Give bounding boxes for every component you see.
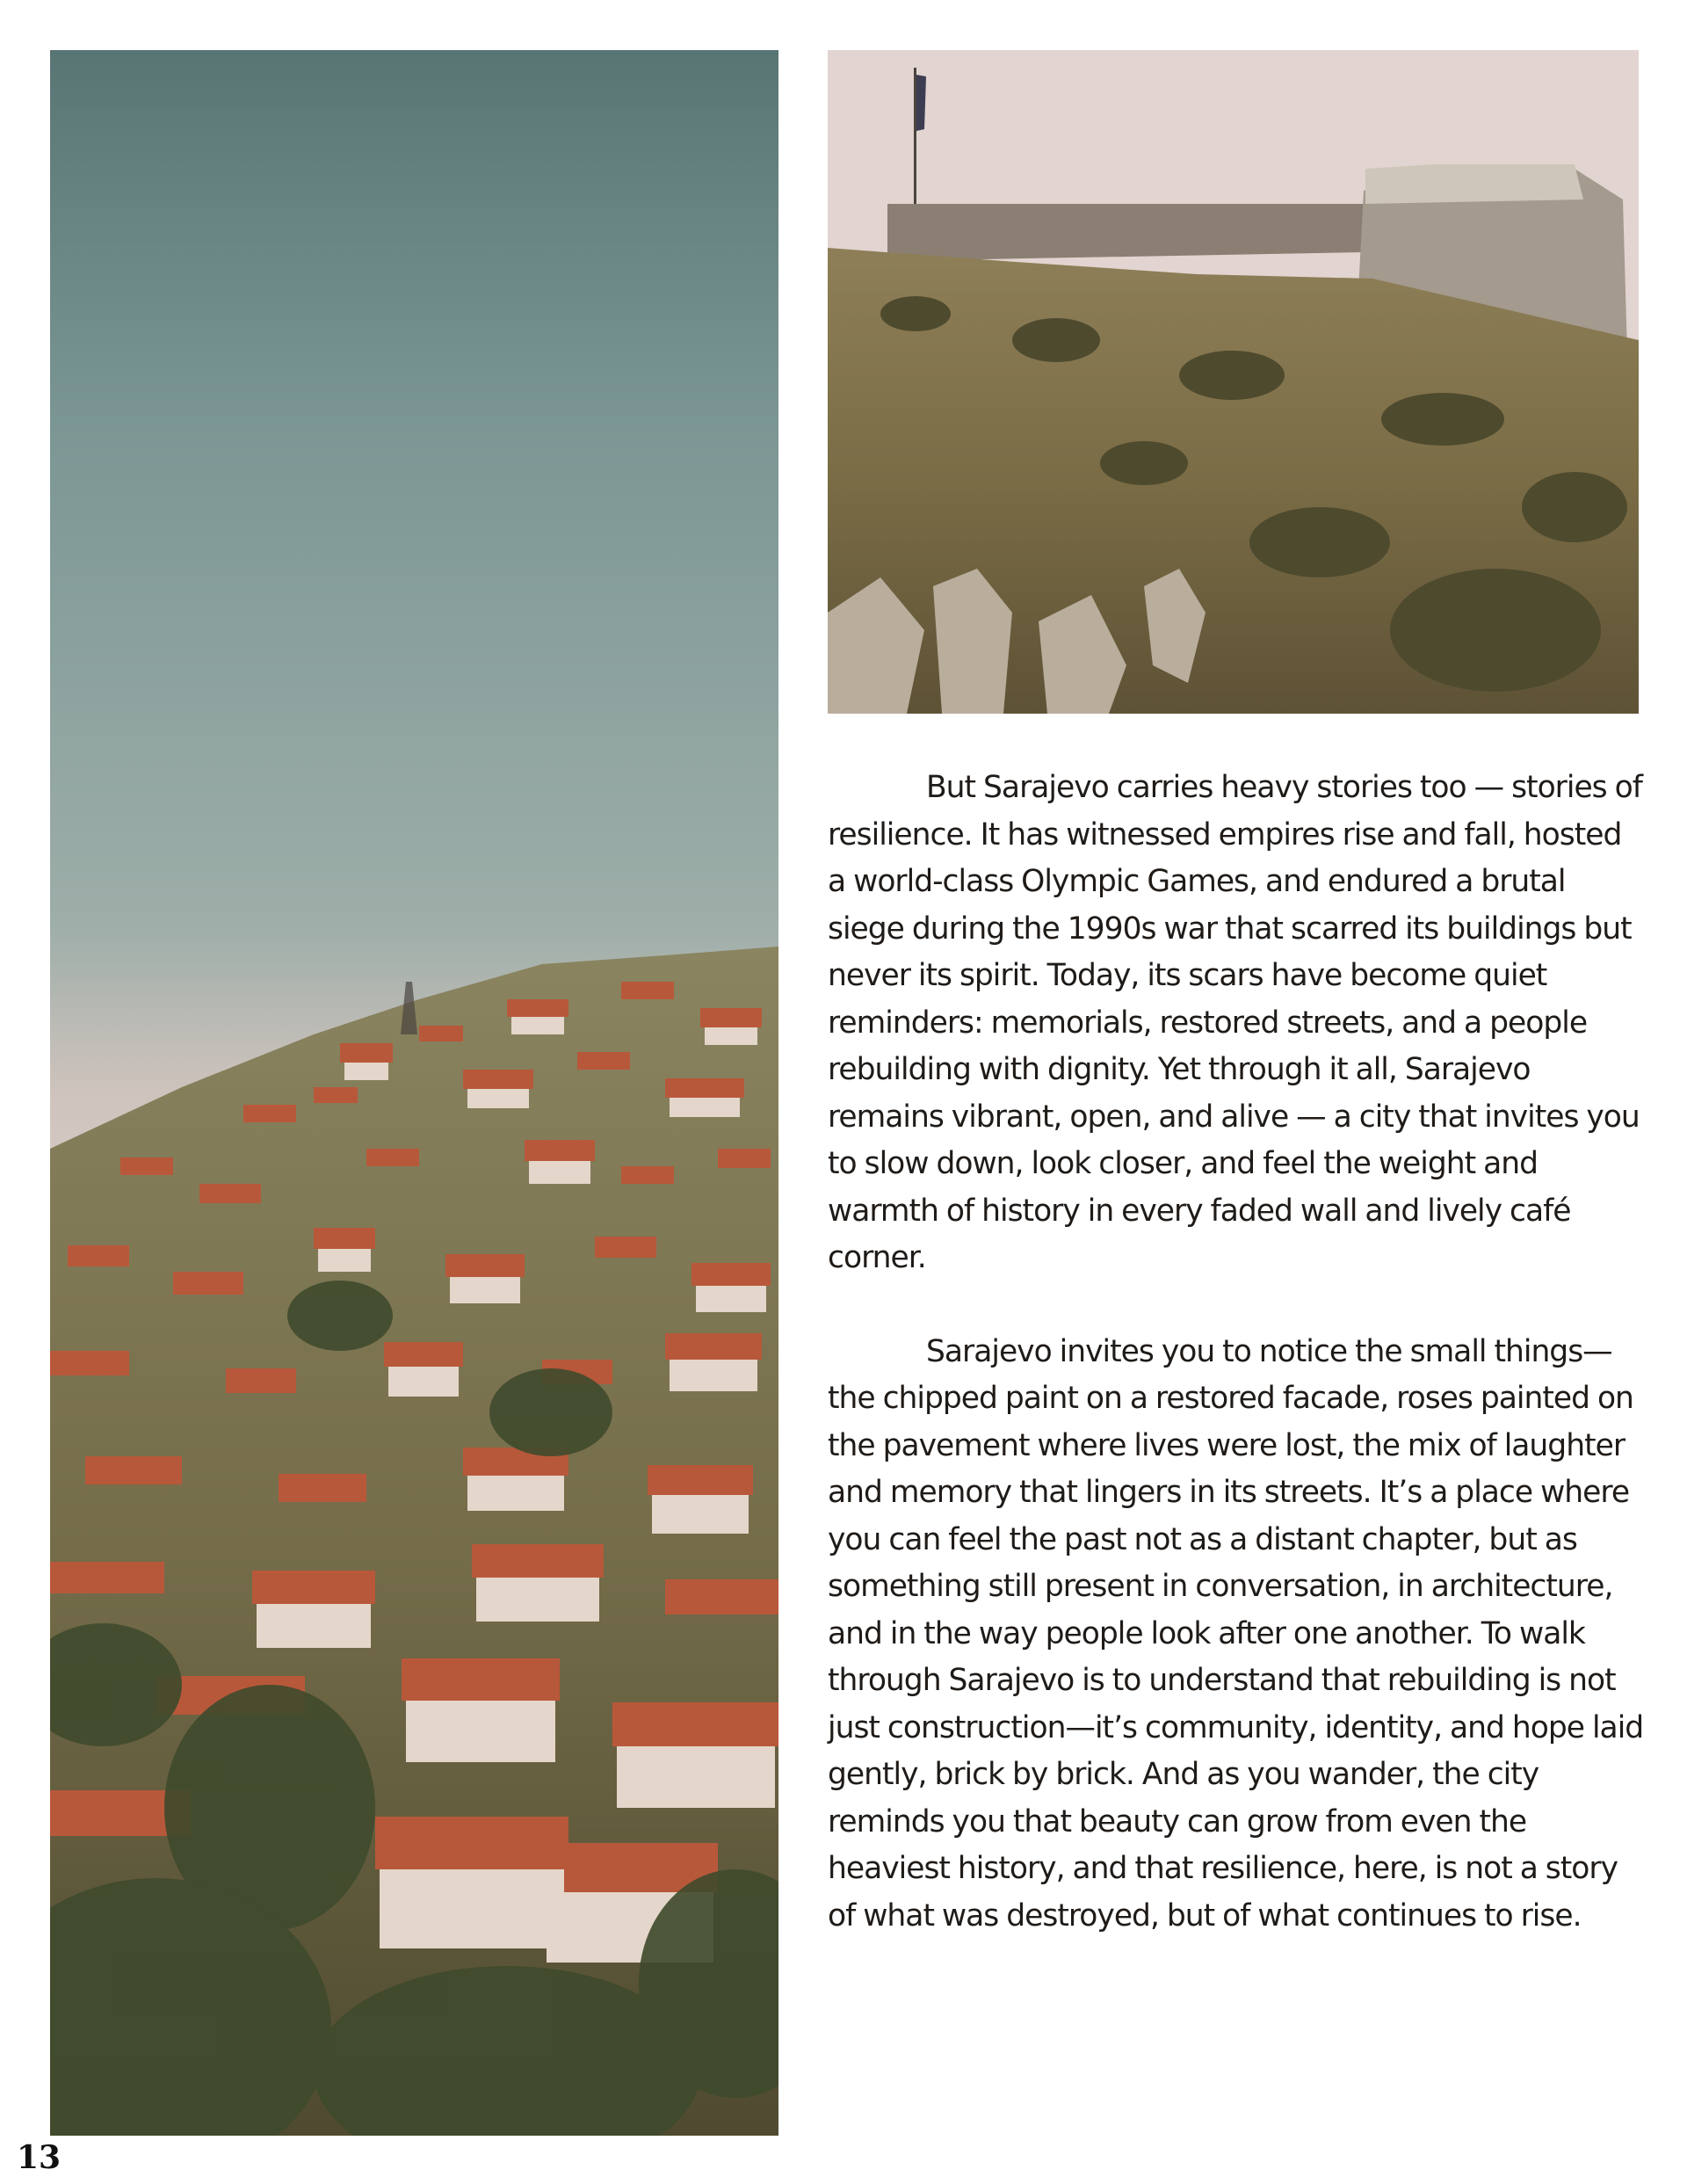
fortress-on-hill-photo — [828, 50, 1639, 714]
hillside-houses-photo — [50, 50, 778, 2136]
article-paragraph-2: Sarajevo invites you to notice the small things—the chipped paint on a restored facade, roses painted on the pavement where lives were lost, the mix of laughter and memory that lingers in its streets. It’s a place where you can feel the past not as a distant chapter, but as something still present in conversation, in architecture, and in the way people look after one another. To walk through Sarajevo is to understand that rebuilding is not just construction—it’s community, identity, and hope laid gently, brick by brick. And as you wander, the city reminds you that beauty can grow from even the heaviest history, and that resilience, here, is not a story of what was destroyed, but of what continues to rise. — [828, 1333, 1644, 1934]
article-body — [828, 765, 1645, 1940]
page-number: 13 — [17, 2139, 62, 2176]
article-paragraph-1: But Sarajevo carries heavy stories too — stories of resilience. It has witnessed empires rise and fall, hosted a world-class Olympic Games, and endured a brutal siege during the 1990s war that scarred its buildings but never its spirit. Today, its scars have become quiet reminders: memorials, restored streets, and a people rebuilding with dignity. Yet through it all, Sarajevo remains vibrant, open, and alive — a city that invites you to slow down, look closer, and feel the weight and warmth of history in every faded wall and lively café corner. — [828, 770, 1642, 1275]
